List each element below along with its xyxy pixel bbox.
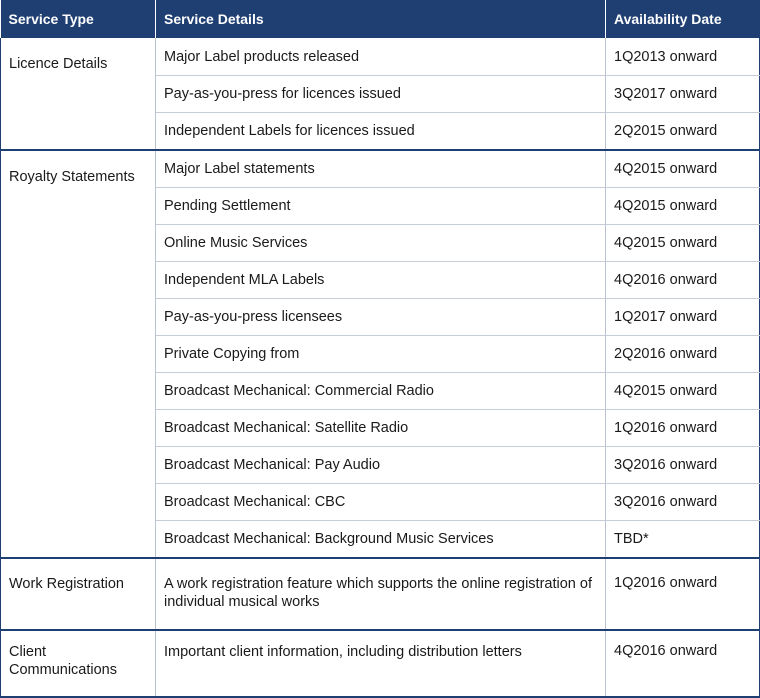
- table-row: [1, 558, 760, 630]
- availability-date-cell: 1Q2013 onward: [606, 38, 760, 76]
- service-type-cell: Licence Details: [1, 38, 156, 150]
- table-row: [1, 38, 760, 76]
- availability-date-cell: 1Q2016 onward: [606, 558, 760, 630]
- service-detail-cell: Independent Labels for licences issued: [156, 113, 606, 151]
- service-detail-cell: Private Copying from: [156, 336, 606, 373]
- service-type-cell: Client Communications: [1, 630, 156, 697]
- availability-date-cell: 1Q2017 onward: [606, 299, 760, 336]
- service-type-cell: Work Registration: [1, 558, 156, 630]
- table-header-row: [1, 0, 760, 38]
- service-detail-cell: Broadcast Mechanical: Background Music Services: [156, 521, 606, 559]
- service-type-cell: Royalty Statements: [1, 150, 156, 558]
- service-detail-cell: Pending Settlement: [156, 188, 606, 225]
- service-detail-cell: Online Music Services: [156, 225, 606, 262]
- availability-date-cell: 4Q2015 onward: [606, 150, 760, 188]
- availability-date-cell: 1Q2016 onward: [606, 410, 760, 447]
- header-service-type: Service Type: [1, 0, 156, 38]
- availability-date-cell: 4Q2016 onward: [606, 262, 760, 299]
- availability-date-cell: 3Q2016 onward: [606, 447, 760, 484]
- header-service-details: Service Details: [156, 0, 606, 38]
- service-detail-cell: A work registration feature which supports the online registration of individual musical works: [156, 558, 606, 630]
- availability-date-cell: 3Q2017 onward: [606, 76, 760, 113]
- service-detail-cell: Broadcast Mechanical: CBC: [156, 484, 606, 521]
- availability-date-cell: 4Q2015 onward: [606, 225, 760, 262]
- availability-date-cell: 2Q2016 onward: [606, 336, 760, 373]
- header-availability-date: Availability Date: [606, 0, 760, 38]
- service-detail-cell: Pay-as-you-press for licences issued: [156, 76, 606, 113]
- table-row: [1, 150, 760, 188]
- availability-date-cell: 4Q2016 onward: [606, 630, 760, 697]
- availability-date-cell: 3Q2016 onward: [606, 484, 760, 521]
- service-detail-cell: Broadcast Mechanical: Satellite Radio: [156, 410, 606, 447]
- service-detail-cell: Major Label products released: [156, 38, 606, 76]
- service-detail-cell: Important client information, including distribution letters: [156, 630, 606, 697]
- service-detail-cell: Major Label statements: [156, 150, 606, 188]
- service-detail-cell: Independent MLA Labels: [156, 262, 606, 299]
- availability-date-cell: 4Q2015 onward: [606, 188, 760, 225]
- service-detail-cell: Pay-as-you-press licensees: [156, 299, 606, 336]
- service-detail-cell: Broadcast Mechanical: Pay Audio: [156, 447, 606, 484]
- availability-date-cell: TBD*: [606, 521, 760, 559]
- table-row: [1, 630, 760, 697]
- service-detail-cell: Broadcast Mechanical: Commercial Radio: [156, 373, 606, 410]
- availability-date-cell: 2Q2015 onward: [606, 113, 760, 151]
- availability-date-cell: 4Q2015 onward: [606, 373, 760, 410]
